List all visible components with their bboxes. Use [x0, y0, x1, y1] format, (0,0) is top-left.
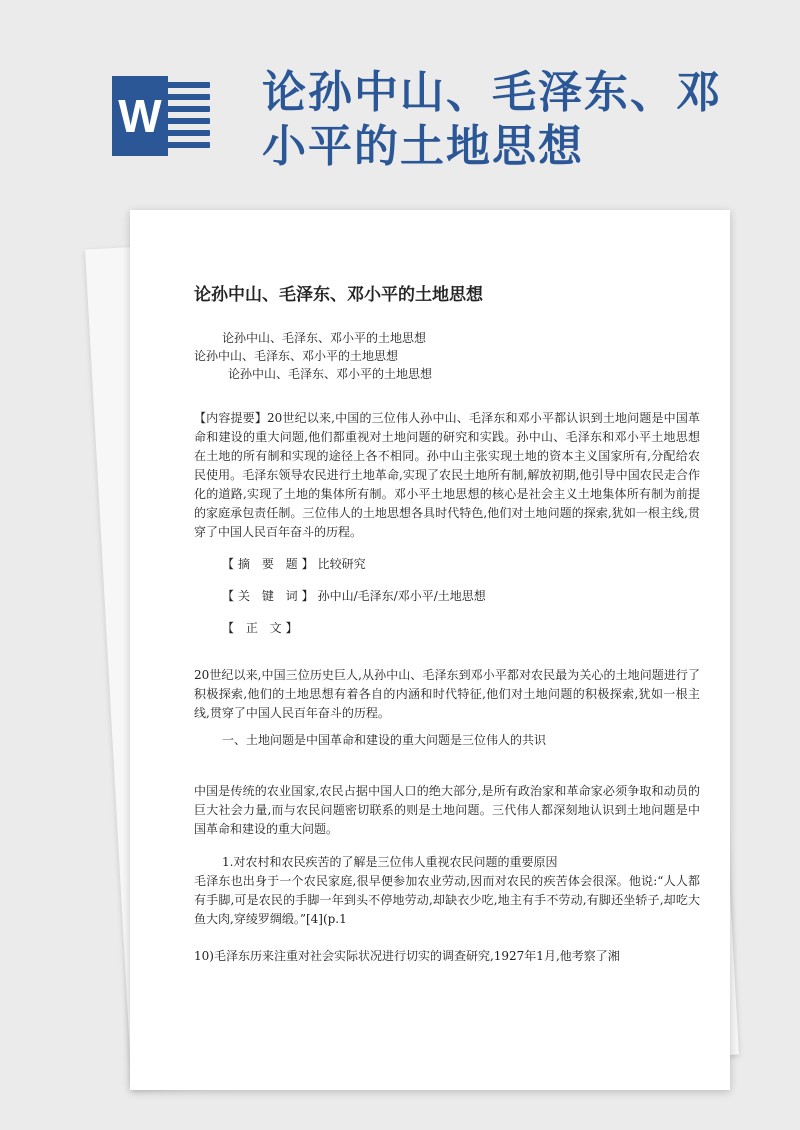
intro-paragraph: 20世纪以来,中国三位历史巨人,从孙中山、毛泽东到邓小平都对农民最为关心的土地问题进行了积极探索,他们的土地思想有着各自的内涵和时代特征,他们对土地问题的积极探索,犹如一根主线,贯穿了中国人民百年奋斗的历程。	[194, 668, 700, 720]
header	[0, 0, 800, 200]
body-label: 【 正 文】	[222, 621, 302, 635]
section-paragraph: 中国是传统的农业国家,农民占据中国人口的绝大部分,是所有政治家和革命家必须争取和动员的巨大社会力量,而与农民问题密切联系的则是土地问题。三代伟人都深刻地认识到土地问题是中国革命和建设的重大问题。	[194, 784, 700, 836]
section-heading-1: 一、土地问题是中国革命和建设的重大问题是三位伟人的共识	[222, 733, 547, 747]
document-title: 论孙中山、毛泽东、邓小平的土地思想	[194, 285, 483, 305]
word-badge: W	[112, 76, 168, 156]
subtitle-line-2: 论孙中山、毛泽东、邓小平的土地思想	[194, 349, 399, 363]
summary-row	[194, 554, 700, 574]
document-content	[194, 280, 700, 966]
continuation-line: 10)毛泽东历来注重对社会实际状况进行切实的调查研究,1927年1月,他考察了湘	[194, 949, 620, 963]
item-title-1: 1.对农村和农民疾苦的了解是三位伟人重视农民问题的重要原因	[222, 855, 558, 869]
summary-label: 【摘 要 题】	[222, 557, 318, 571]
keywords-value: 孙中山/毛泽东/邓小平/土地思想	[317, 589, 486, 603]
summary-value: 比较研究	[317, 557, 366, 571]
document-page	[130, 210, 730, 1090]
keywords-row	[194, 586, 700, 606]
subtitle-line-3: 论孙中山、毛泽东、邓小平的土地思想	[228, 367, 433, 381]
word-document-icon	[112, 76, 212, 156]
subtitle-line-1: 论孙中山、毛泽东、邓小平的土地思想	[222, 331, 427, 345]
keywords-label: 【关 键 词】	[222, 589, 318, 603]
abstract-paragraph: 【内容提要】20世纪以来,中国的三位伟人孙中山、毛泽东和邓小平都认识到土地问题是中国革命和建设的重大问题,他们都重视对土地问题的研究和实践。孙中山、毛泽东和邓小平土地思想在土地的所有制和实现的途径上各不相同。孙中山主张实现土地的资本主义国家所有,分配给农民使用。毛泽东领导农民进行土地革命,实现了农民土地所有制,解放初期,他引导中国农民走合作化的道路,实现了土地的集体所有制。邓小平土地思想的核心是社会主义土地集体所有制为前提的家庭承包责任制。三位伟人的土地思想各具时代特色,他们对土地问题的探索,犹如一根主线,贯穿了中国人民百年奋斗的历程。	[194, 411, 700, 539]
header-title: 论孙中山、毛泽东、邓小平的土地思想	[262, 67, 722, 172]
item-body-1: 毛泽东也出身于一个农民家庭,很早便参加农业劳动,因而对农民的疾苦体会很深。他说:“人人都有手脚,可是农民的手脚一年到头不停地劳动,却缺衣少吃,地主有手不劳动,有脚还坐轿子,却吃大鱼大肉,穿绫罗绸缎。”[4](p.1	[194, 874, 700, 926]
body-label-row	[194, 618, 700, 638]
